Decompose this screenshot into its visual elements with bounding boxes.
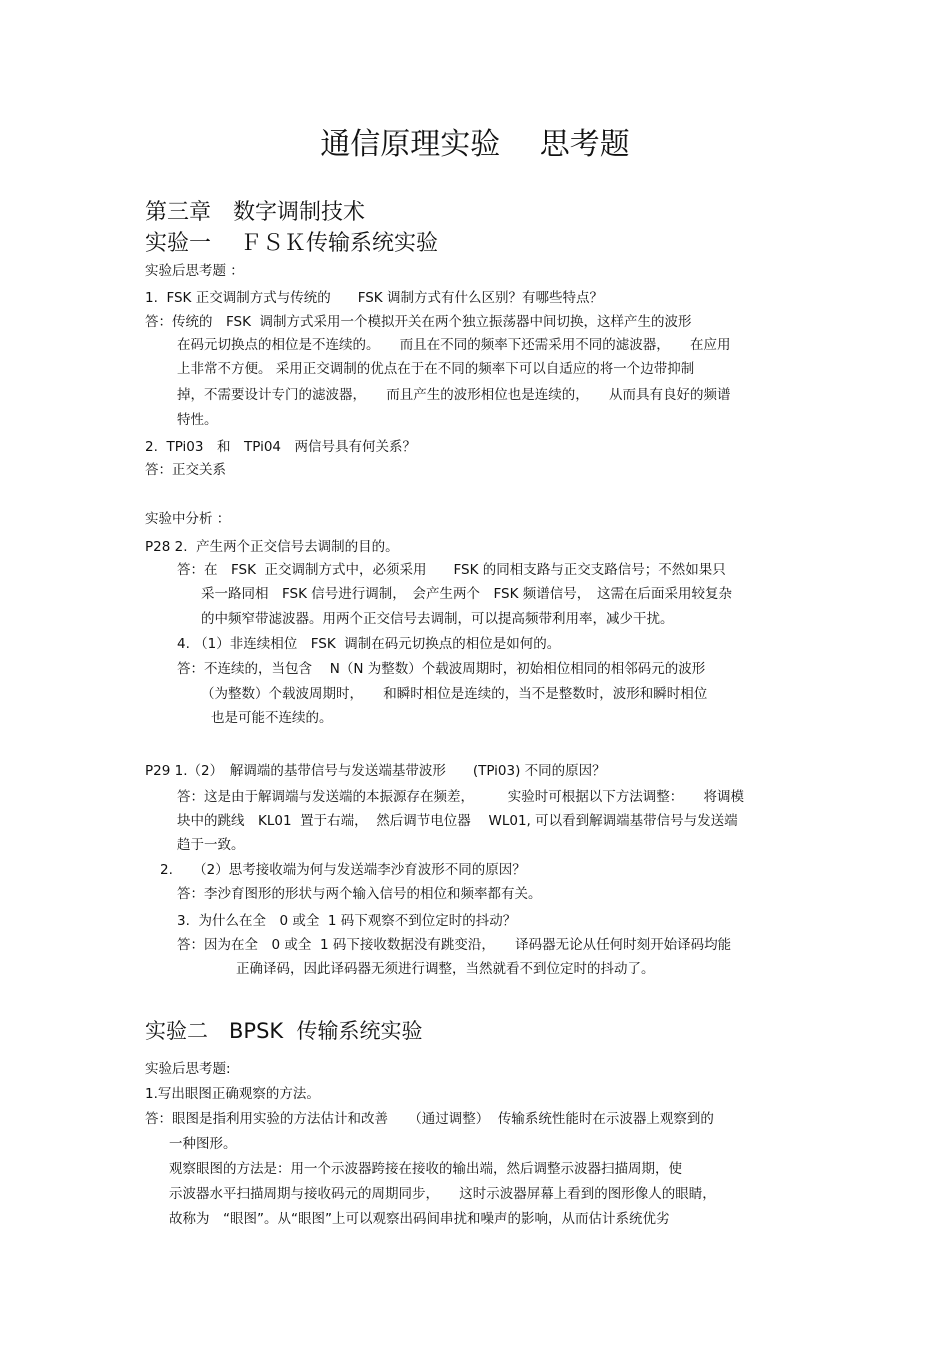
exp2-a1-line: 故称为 “眼图”。从“眼图”上可以观察出码间串扰和噪声的影响，从而估计系统优劣 — [169, 1211, 670, 1227]
exp1-q1: 1. FSK 正交调制方式与传统的 FSK 调制方式有什么区别？有哪些特点？ — [145, 290, 603, 306]
p28-a4-line: （为整数）个载波周期时， 和瞬时相位是连续的，当不是整数时，波形和瞬时相位 — [201, 686, 708, 702]
p28-a2-line: 答：在 FSK 正交调制方式中，必须采用 FSK 的同相支路与正交支路信号；不然如果只 — [177, 562, 726, 578]
exp1-post-label: 实验后思考题 ： — [145, 263, 244, 279]
exp1-q2: 2. TPi03 和 TPi04 两信号具有何关系？ — [145, 439, 417, 455]
exp1-a1-line: 上非常不方便。 采用正交调制的优点在于在不同的频率下可以自适应的将一个边带抑制 — [177, 361, 695, 377]
p28-q4: 4. （1）非连续相位 FSK 调制在码元切换点的相位是如何的。 — [177, 636, 561, 652]
page-title: 通信原理实验 思考题 — [320, 127, 630, 162]
p29-q1: P29 1.（2） 解调端的基带信号与发送端基带波形 (TPi03) 不同的原因？ — [145, 763, 606, 779]
exp2-post-label: 实验后思考题: — [145, 1061, 231, 1077]
exp2-q1: 1.写出眼图正确观察的方法。 — [145, 1086, 320, 1102]
exp1-a1-line: 在码元切换点的相位是不连续的。 而且在不同的频率下还需采用不同的滤波器， 在应用 — [177, 337, 731, 353]
p28-a4-line: 答：不连续的，当包含 N（N 为整数）个载波周期时，初始相位相同的相邻码元的波形 — [177, 661, 706, 677]
p28-q2: P28 2. 产生两个正交信号去调制的目的。 — [145, 539, 399, 555]
exp2-heading: 实验二 BPSK 传输系统实验 — [145, 1019, 423, 1043]
p28-a2-line: 采一路同相 FSK 信号进行调制， 会产生两个 FSK 频谱信号， 这需在后面采用较复杂 — [201, 586, 732, 602]
p29-a3-line: 答：因为在全 0 或全 1 码下接收数据没有跳变沿， 译码器无论从任何时刻开始译码均能 — [177, 937, 732, 953]
exp2-a1-line: 示波器水平扫描周期与接收码元的周期同步， 这时示波器屏幕上看到的图形像人的眼睛， — [169, 1186, 716, 1202]
p29-q3: 3. 为什么在全 0 或全 1 码下观察不到位定时的抖动？ — [177, 913, 517, 929]
exp1-mid-label: 实验中分析 ： — [145, 511, 231, 527]
chapter-heading: 第三章 数字调制技术 — [145, 200, 366, 225]
p29-a1-line: 块中的跳线 KL01 置于右端， 然后调节电位器 WL01, 可以看到解调端基带信号与发送端 — [177, 813, 738, 829]
exp2-a1-line: 观察眼图的方法是：用一个示波器跨接在接收的输出端，然后调整示波器扫描周期，使 — [169, 1161, 682, 1177]
p28-a4-line: 也是可能不连续的。 — [211, 710, 333, 726]
p29-a1-line: 趋于一致。 — [177, 837, 245, 853]
p29-a2: 答：李沙育图形的形状与两个输入信号的相位和频率都有关。 — [177, 886, 542, 902]
p29-a3-line: 正确译码，因此译码器无须进行调整，当然就看不到位定时的抖动了。 — [236, 961, 655, 977]
exp1-a1-line: 特性。 — [177, 412, 218, 428]
exp1-heading: 实验一 ＦＳＫ传输系统实验 — [145, 231, 438, 256]
p29-a1-line: 答：这是由于解调端与发送端的本振源存在频差， 实验时可根据以下方法调整： 将调模 — [177, 789, 744, 805]
exp2-a1-line: 一种图形。 — [169, 1136, 237, 1152]
exp2-a1-line: 答：眼图是指利用实验的方法估计和改善 （通过调整） 传输系统性能时在示波器上观察到的 — [145, 1111, 714, 1127]
p29-q2: 2. （2）思考接收端为何与发送端李沙育波形不同的原因？ — [160, 862, 526, 878]
exp1-a1-line: 掉，不需要设计专门的滤波器， 而且产生的波形相位也是连续的， 从而具有良好的频谱 — [177, 387, 731, 403]
exp1-a2: 答：正交关系 — [145, 462, 226, 478]
p28-a2-line: 的中频窄带滤波器。用两个正交信号去调制，可以提高频带利用率，减少干扰。 — [201, 611, 674, 627]
exp1-a1-line: 答：传统的 FSK 调制方式采用一个模拟开关在两个独立振荡器中间切换，这样产生的波形 — [145, 314, 692, 330]
